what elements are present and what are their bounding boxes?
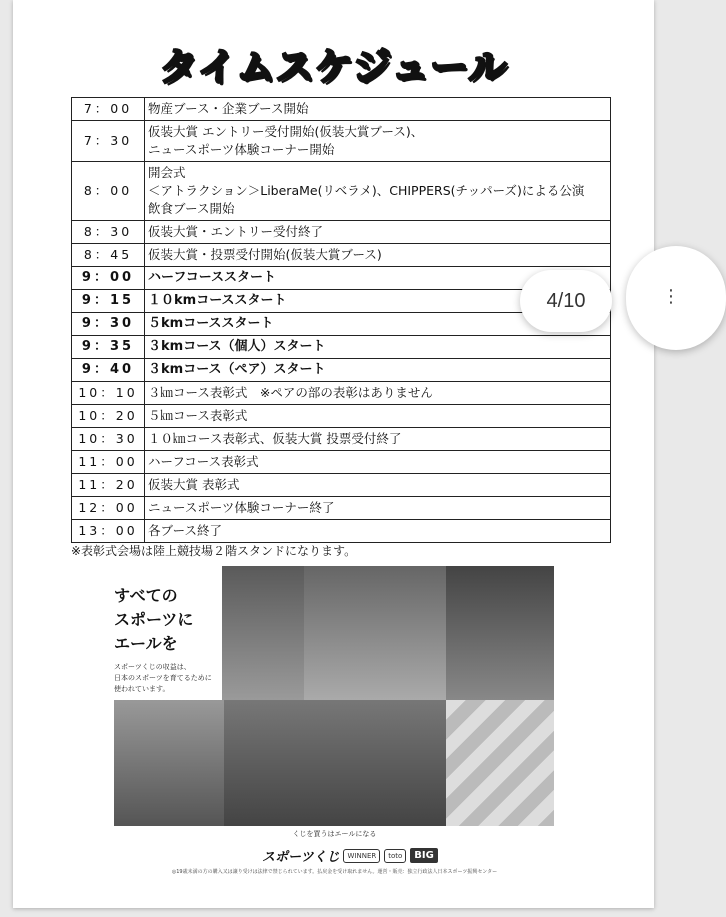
schedule-event-line: 仮装大賞・エントリー受付終了	[148, 224, 324, 239]
winner-logo: WINNER	[343, 849, 380, 863]
schedule-time: 7：00	[72, 98, 145, 121]
schedule-row	[72, 428, 611, 451]
sports-lottery-ad	[100, 566, 554, 826]
schedule-event-line: ５㎞コース表彰式	[148, 408, 248, 423]
schedule-event-line: ３㎞コース表彰式 ※ペアの部の表彰はありません	[148, 385, 433, 400]
schedule-time: 9：00	[72, 267, 145, 290]
venue-note: ※表彰式会場は陸上競技場２階スタンドになります。	[71, 544, 357, 558]
schedule-event	[145, 382, 611, 405]
schedule-event	[145, 520, 611, 543]
schedule-event	[145, 497, 611, 520]
big-logo: BIG	[410, 848, 438, 863]
schedule-event-line: 各ブース終了	[148, 523, 223, 538]
schedule-event-line: 仮装大賞 表彰式	[148, 477, 240, 492]
schedule-time: 9：35	[72, 336, 145, 359]
schedule-row	[72, 359, 611, 382]
schedule-row	[72, 497, 611, 520]
schedule-event-line: 飲食ブース開始	[148, 201, 235, 216]
schedule-event	[145, 121, 611, 162]
schedule-event	[145, 98, 611, 121]
schedule-event	[145, 405, 611, 428]
schedule-event	[145, 221, 611, 244]
schedule-event-line: 物産ブース・企業ブース開始	[148, 101, 309, 116]
schedule-time: 11：00	[72, 451, 145, 474]
schedule-event-line: ニュースポーツ体験コーナー終了	[148, 500, 335, 515]
schedule-event	[145, 336, 611, 359]
schedule-event-line: ５kmコーススタート	[148, 316, 274, 331]
next-page-button[interactable]	[626, 246, 726, 350]
chevron-right-icon: ⋮	[662, 286, 680, 307]
toto-logo: toto	[384, 849, 406, 863]
schedule-row	[72, 336, 611, 359]
sponsor-logos	[262, 846, 438, 865]
schedule-event-line: ３kmコース（ペア）スタート	[148, 362, 326, 377]
schedule-event-line: 開会式	[148, 165, 186, 180]
schedule-time: 9：30	[72, 313, 145, 336]
photo-wheelchair-tennis	[114, 700, 224, 826]
page-title: タイムスケジュール	[159, 45, 508, 89]
schedule-event	[145, 359, 611, 382]
photo-runners	[304, 566, 446, 700]
schedule-row	[72, 98, 611, 121]
schedule-time: 9：40	[72, 359, 145, 382]
schedule-event-line: 仮装大賞 エントリー受付開始(仮装大賞ブース)、	[148, 124, 424, 139]
schedule-time: 9：15	[72, 290, 145, 313]
schedule-time: 8：00	[72, 162, 145, 221]
schedule-event	[145, 244, 611, 267]
photo-table-tennis	[446, 566, 554, 700]
schedule-event-line: ニュースポーツ体験コーナー開始	[148, 142, 335, 157]
schedule-time: 7：30	[72, 121, 145, 162]
schedule-time: 8：30	[72, 221, 145, 244]
schedule-event-line: １０㎞コース表彰式、仮装大賞 投票受付終了	[148, 431, 402, 446]
schedule-event	[145, 451, 611, 474]
schedule-row	[72, 162, 611, 221]
schedule-event	[145, 428, 611, 451]
schedule-row	[72, 382, 611, 405]
schedule-event-line: ＜アトラクション＞LiberaMe(リベラメ)、CHIPPERS(チッパーズ)による公演	[148, 183, 585, 198]
schedule-event-line: 仮装大賞・投票受付開始(仮装大賞ブース)	[148, 247, 382, 262]
ad-footer-copy: くじを買うはエールになる	[292, 830, 377, 838]
ad-headline: すべての スポーツに エールを	[114, 586, 194, 653]
schedule-time: 12：00	[72, 497, 145, 520]
schedule-time: 10：20	[72, 405, 145, 428]
schedule-row	[72, 121, 611, 162]
page-indicator: 4/10	[520, 270, 612, 332]
photo-skateboarder	[222, 566, 304, 700]
schedule-event-line: １０kmコーススタート	[148, 293, 287, 308]
ad-subtext: スポーツくじの収益は、 日本のスポーツを育てるために 使われています。	[114, 663, 212, 693]
schedule-row	[72, 244, 611, 267]
schedule-event	[145, 474, 611, 497]
schedule-time: 10：10	[72, 382, 145, 405]
schedule-event-line: ハーフコース表彰式	[148, 454, 259, 469]
schedule-time: 8：45	[72, 244, 145, 267]
schedule-event-line: ハーフコーススタート	[148, 270, 277, 285]
ad-fine-print: ◎19歳未満の方の購入又は譲り受けは法律で禁じられています。払戻金を受け取れません。運営・販売：独立行政法人日本スポーツ振興センター	[171, 869, 498, 875]
schedule-time: 11：20	[72, 474, 145, 497]
sports-kuji-logo: スポーツくじ	[262, 850, 340, 865]
schedule-time: 13：00	[72, 520, 145, 543]
schedule-row	[72, 520, 611, 543]
schedule-row	[72, 474, 611, 497]
decorative-stripes	[446, 700, 554, 826]
schedule-row	[72, 451, 611, 474]
schedule-row	[72, 221, 611, 244]
schedule-row	[72, 405, 611, 428]
schedule-event	[145, 162, 611, 221]
photo-crowd	[224, 700, 446, 826]
schedule-time: 10：30	[72, 428, 145, 451]
schedule-event-line: ３kmコース（個人）スタート	[148, 339, 326, 354]
